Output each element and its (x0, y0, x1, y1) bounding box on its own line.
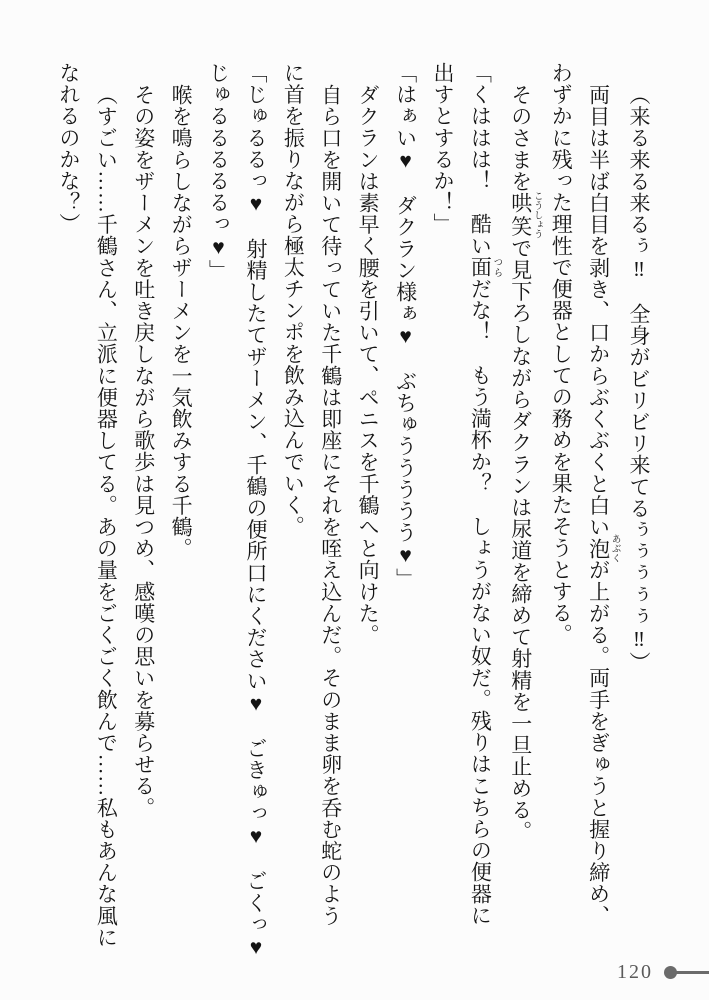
text-line: 「くははは！ 酷い面 つらだな！ もう満杯か？ しょうがない奴だ。残りはこちらの便器に (468, 62, 502, 927)
text-line: じゅるるるるるっ♥」 (206, 62, 231, 281)
text-line: 両目は半ば白目を剥き、口からぶくぶくと白い泡 あぶくが上がる。両手をぎゅうと握り締め、 (586, 84, 620, 927)
furigana: こうしょう (531, 190, 542, 239)
text-line: 喉を鳴らしながらザーメンを一気飲みする千鶴。 (169, 84, 194, 560)
text-line: （来る来る来るぅ‼ 全身がビリビリ来てるぅぅぅぅぅ‼） (627, 84, 651, 674)
furigana: つら (491, 256, 502, 278)
ruby-annotated-word: 泡 あぶく (586, 534, 620, 563)
text-line: その姿をザーメンを吐き戻しながら歌歩は見つめ、感嘆の思いを募らせる。 (131, 84, 156, 819)
ruby-annotated-word: 哄笑 こうしょう (508, 190, 542, 239)
text-line: 自ら口を開いて待っていた千鶴は即座にそれを咥え込んだ。そのまま卵を呑む蛇のよう (318, 84, 343, 927)
vertical-text-block (56, 62, 657, 960)
footer-rule (674, 971, 709, 974)
text-line: なれるのかな？） (56, 62, 81, 235)
text-line: に首を振りながら極太チンポを飲み込んでいく。 (281, 62, 306, 538)
text-line: わずかに残った理性で便器としての務めを果たそうとする。 (549, 62, 574, 646)
text-line: ダクランは素早く腰を引いて、ペニスを千鶴へと向けた。 (356, 84, 381, 646)
text-line: （すごい……千鶴さん、立派に便器してる。あの量をごくごく飲んで……私もあんな風に (94, 84, 119, 948)
text-line: そのさまを哄笑 こうしょうで見下ろしながらダクランは尿道を締めて射精を一旦止める。 (508, 84, 542, 843)
text-line: 「はぁい♥ ダクラン様ぁ♥ ぶちゅううううう♥」 (393, 62, 418, 590)
text-line: 出すとするか！」 (430, 62, 455, 235)
text-line: 「じゅるるっ♥ 射精したてザーメン、千鶴の便所口にください♥ ごきゅっ♥ ごくっ♥ (243, 62, 268, 960)
ruby-annotated-word: 面 つら (468, 256, 502, 279)
page-number: 120 (617, 961, 653, 983)
furigana: あぶく (609, 534, 620, 563)
